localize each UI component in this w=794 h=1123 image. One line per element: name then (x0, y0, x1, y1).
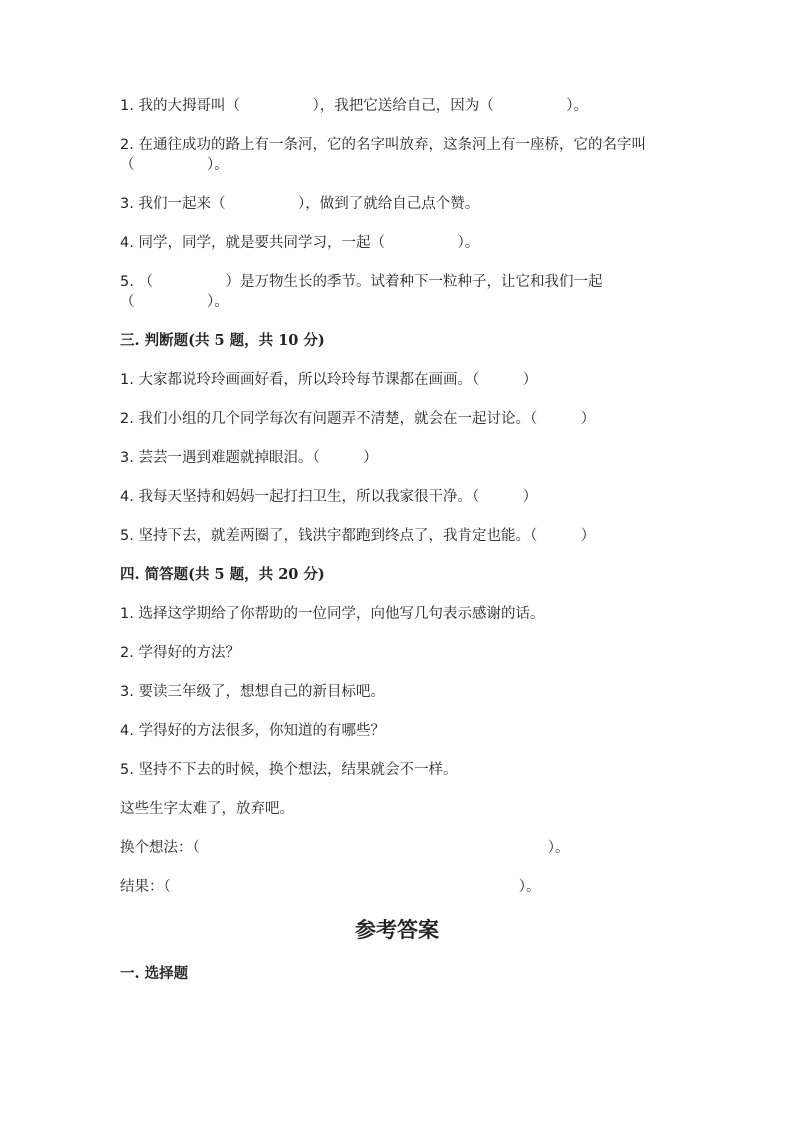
short-question: 4. 学得好的方法很多，你知道的有哪些？ (120, 723, 385, 739)
judge-question: 4. 我每天坚持和妈妈一起打扫卫生，所以我家很干净。（ ） (120, 489, 538, 505)
fill-question: 2. 在通往成功的路上有一条河，它的名字叫放弃，这条河上有一座桥，它的名字叫（ ）。 (120, 137, 646, 173)
judge-question: 3. 芸芸一遇到难题就掉眼泪。（ ） (120, 450, 378, 466)
worksheet-page (120, 96, 680, 1003)
result-line: 结果：（ ）。 (120, 879, 541, 895)
change-thought-line: 换个想法：（ ）。 (120, 840, 570, 856)
fill-question: 4. 同学，同学，就是要共同学习，一起（ ）。 (120, 235, 480, 251)
fill-question: 3. 我们一起来（ ），做到了就给自己点个赞。 (120, 196, 480, 212)
answer-title: 参考答案 (355, 917, 439, 942)
judge-question: 2. 我们小组的几个同学每次有问题弄不清楚，就会在一起讨论。（ ） (120, 411, 596, 427)
section-heading-short: 四. 简答题(共 5 题，共 20 分) (120, 566, 325, 583)
judge-question: 1. 大家都说玲玲画画好看，所以玲玲每节课都在画画。（ ） (120, 372, 538, 388)
fill-question: 5. （ ）是万物生长的季节。试着种下一粒种子，让它和我们一起（ ）。 (120, 274, 603, 310)
short-question: 2. 学得好的方法？ (120, 645, 240, 661)
judge-question: 5. 坚持下去，就差两圈了，钱洪宇都跑到终点了，我肯定也能。（ ） (120, 528, 596, 544)
short-example: 这些生字太难了，放弃吧。 (120, 801, 294, 817)
short-question: 3. 要读三年级了，想想自己的新目标吧。 (120, 684, 385, 700)
section-heading-choice: 一. 选择题 (120, 965, 189, 982)
section-heading-judge: 三. 判断题(共 5 题，共 10 分) (120, 332, 325, 349)
short-question: 1. 选择这学期给了你帮助的一位同学，向他写几句表示感谢的话。 (120, 606, 545, 622)
fill-question: 1. 我的大拇哥叫（ ），我把它送给自己，因为（ ）。 (120, 98, 588, 114)
short-question: 5. 坚持不下去的时候，换个想法，结果就会不一样。 (120, 762, 458, 778)
